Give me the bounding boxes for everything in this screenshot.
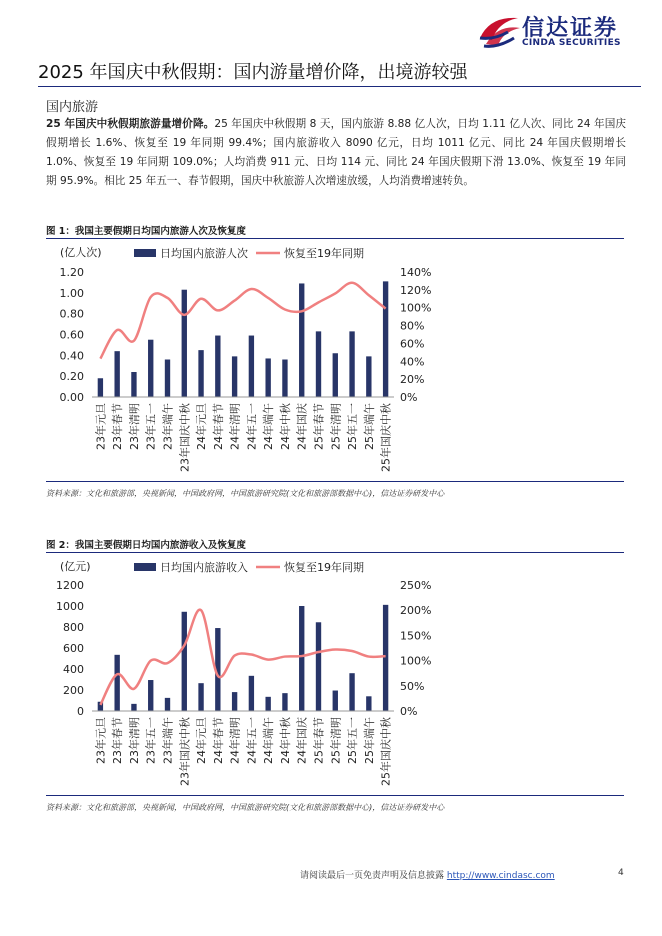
- footer-text: 请阅读最后一页免责声明及信息披露: [300, 871, 445, 881]
- bar: [349, 673, 354, 711]
- bar: [299, 283, 304, 397]
- y-right-tick-label: 0%: [400, 391, 418, 404]
- y-left-tick-label: 1000: [56, 600, 84, 613]
- figure2-title: 图 2：我国主要假期日均国内旅游收入及恢复度: [46, 540, 246, 551]
- x-tick-label: 24年国庆: [295, 403, 309, 450]
- footer-link[interactable]: http://www.cindasc.com: [446, 871, 555, 881]
- x-tick-label: 24年端午: [262, 717, 276, 764]
- bar: [349, 331, 354, 397]
- chart-figure2: [38, 554, 618, 790]
- bar: [182, 612, 187, 711]
- x-tick-label: 23年元旦: [94, 717, 108, 764]
- paragraph-lead: 25 年国庆中秋假期旅游量增价降。: [46, 118, 215, 130]
- bar: [114, 351, 119, 397]
- y-left-tick-label: 0.00: [59, 391, 84, 404]
- y-right-tick-label: 0%: [400, 705, 418, 718]
- legend-line-label: 恢复至19年同期: [284, 561, 364, 574]
- figure1-title: 图 1：我国主要假期日均国内旅游人次及恢复度: [46, 226, 246, 237]
- section-heading: 国内旅游: [46, 100, 99, 115]
- bar: [383, 605, 388, 711]
- bar: [366, 696, 371, 711]
- bar: [333, 691, 338, 711]
- bar: [333, 353, 338, 397]
- x-tick-label: 24年端午: [262, 403, 276, 450]
- x-tick-label: 25年国庆中秋: [379, 403, 393, 472]
- x-tick-label: 23年端午: [161, 403, 175, 450]
- y-right-tick-label: 150%: [400, 629, 432, 643]
- bar: [131, 704, 136, 711]
- x-tick-label: 25年五一: [346, 403, 360, 450]
- footer-disclaimer: [300, 868, 555, 881]
- x-tick-label: 24年元旦: [195, 403, 209, 450]
- y-right-tick-label: 140%: [400, 266, 432, 279]
- bar: [265, 358, 270, 397]
- x-tick-label: 23年春节: [111, 403, 125, 450]
- y-left-tick-label: 800: [63, 621, 84, 634]
- y-right-tick-label: 100%: [400, 654, 432, 668]
- y-right-tick-label: 60%: [400, 337, 425, 351]
- page-number: 4: [618, 868, 624, 878]
- x-tick-label: 24年五一: [245, 717, 259, 764]
- x-tick-label: 25年五一: [346, 717, 360, 764]
- y-right-tick-label: 50%: [400, 679, 425, 693]
- paragraph-body: 25 年国庆中秋假期 8 天，国内旅游 8.88 亿人次，日均 1.11 亿人次、同比 24 年国庆假期增长 1.6%、恢复至 19 年同期 99.4%；国内旅游收入 8090 亿元，日均 1011 亿元、同比 24 年国庆假期增长 1.0%、恢复至 19 年同期 109.0%；人均消费 911 元、日均 114 元、同比 24 年国庆假期下滑 13.0%、恢复至 19 年同期 95.9%。相比 25 年五一、春节假期，国庆中秋旅游人次增速放缓，人均消费增速转负。: [46, 118, 626, 187]
- x-tick-label: 25年春节: [312, 717, 326, 764]
- legend-bar-label: 日均国内旅游收入: [160, 561, 248, 574]
- bar: [383, 281, 388, 397]
- x-tick-label: 23年清明: [127, 403, 141, 450]
- y-right-tick-label: 100%: [400, 301, 432, 315]
- logo-name-cn: 信达证券: [522, 16, 619, 41]
- logo-name-en: CINDA SECURITIES: [522, 38, 621, 48]
- x-tick-label: 23年元旦: [94, 403, 108, 450]
- bar: [114, 655, 119, 711]
- figure2-source: 资料来源：文化和旅游部，央视新闻，中国政府网，中国旅游研究院(文化和旅游部数据中心)，信达证券研发中心: [46, 803, 445, 812]
- bar: [165, 360, 170, 398]
- x-tick-label: 25年春节: [312, 403, 326, 450]
- bar: [316, 331, 321, 397]
- x-tick-label: 25年端午: [362, 717, 376, 764]
- y-right-tick-label: 250%: [400, 579, 432, 592]
- bar: [198, 350, 203, 397]
- bar: [282, 693, 287, 711]
- bar: [148, 680, 153, 711]
- y-left-tick-label: 0: [77, 705, 84, 718]
- y-right-tick-label: 20%: [400, 373, 425, 387]
- y-right-tick-label: 40%: [400, 355, 425, 369]
- bar: [232, 356, 237, 397]
- bar: [232, 692, 237, 711]
- x-tick-label: 24年国庆: [295, 717, 309, 764]
- bar: [98, 378, 103, 397]
- x-tick-label: 23年春节: [111, 717, 125, 764]
- chart-figure1: [38, 240, 618, 480]
- y-left-tick-label: 0.80: [59, 307, 84, 321]
- x-tick-label: 23年国庆中秋: [178, 403, 192, 472]
- x-tick-label: 25年国庆中秋: [379, 717, 393, 786]
- legend-bar-swatch: [134, 249, 156, 257]
- legend-bar-label: 日均国内旅游人次: [160, 247, 248, 260]
- bar: [249, 676, 254, 711]
- x-tick-label: 25年清明: [329, 717, 343, 764]
- y-left-tick-label: 0.60: [59, 328, 84, 342]
- y-left-tick-label: 1.00: [59, 286, 84, 300]
- bar: [182, 290, 187, 397]
- x-tick-label: 24年清明: [228, 717, 242, 764]
- x-tick-label: 24年清明: [228, 403, 242, 450]
- page-title: 2025 年国庆中秋假期：国内游量增价降，出境游较强: [38, 62, 468, 83]
- x-tick-label: 24年春节: [211, 717, 225, 764]
- x-tick-label: 23年五一: [144, 717, 158, 764]
- y-left-tick-label: 1200: [56, 579, 84, 592]
- figure1-rule: [46, 238, 624, 239]
- cinda-logo-icon: [478, 10, 520, 50]
- y-right-tick-label: 200%: [400, 604, 432, 618]
- line-series-recovery: [100, 283, 385, 359]
- legend-line-label: 恢复至19年同期: [284, 247, 364, 260]
- y-right-tick-label: 120%: [400, 283, 432, 297]
- x-tick-label: 23年五一: [144, 403, 158, 450]
- bar: [366, 356, 371, 397]
- bar: [131, 372, 136, 397]
- x-tick-label: 24年中秋: [278, 403, 292, 450]
- x-tick-label: 24年春节: [211, 403, 225, 450]
- figure1-bottom-rule: [46, 481, 624, 482]
- y-left-tick-label: 0.20: [59, 370, 84, 384]
- unit-label: (亿元): [60, 560, 91, 573]
- bar: [249, 336, 254, 397]
- x-tick-label: 23年端午: [161, 717, 175, 764]
- body-paragraph: [46, 115, 626, 191]
- brand-logo: [478, 10, 643, 50]
- bar: [165, 698, 170, 711]
- line-series-recovery: [100, 610, 385, 705]
- bar: [316, 622, 321, 711]
- bar: [198, 683, 203, 711]
- x-tick-label: 24年五一: [245, 403, 259, 450]
- x-tick-label: 24年中秋: [278, 717, 292, 764]
- y-left-tick-label: 600: [63, 642, 84, 655]
- x-tick-label: 25年清明: [329, 403, 343, 450]
- bar: [215, 336, 220, 397]
- y-right-tick-label: 80%: [400, 319, 425, 333]
- x-tick-label: 24年元旦: [195, 717, 209, 764]
- legend-bar-swatch: [134, 563, 156, 571]
- title-divider: [38, 86, 641, 87]
- unit-label: (亿人次): [60, 246, 102, 259]
- y-left-tick-label: 1.20: [59, 266, 84, 279]
- x-tick-label: 23年清明: [127, 717, 141, 764]
- figure2-rule: [46, 552, 624, 553]
- bar: [299, 606, 304, 711]
- bar: [148, 340, 153, 397]
- x-tick-label: 23年国庆中秋: [178, 717, 192, 786]
- y-left-tick-label: 400: [63, 663, 84, 676]
- figure1-source: 资料来源：文化和旅游部，央视新闻，中国政府网，中国旅游研究院(文化和旅游部数据中心)，信达证券研发中心: [46, 489, 445, 498]
- y-left-tick-label: 200: [63, 684, 84, 697]
- y-left-tick-label: 0.40: [59, 349, 84, 363]
- bar: [282, 360, 287, 398]
- figure2-bottom-rule: [46, 795, 624, 796]
- bar: [265, 697, 270, 711]
- x-tick-label: 25年端午: [362, 403, 376, 450]
